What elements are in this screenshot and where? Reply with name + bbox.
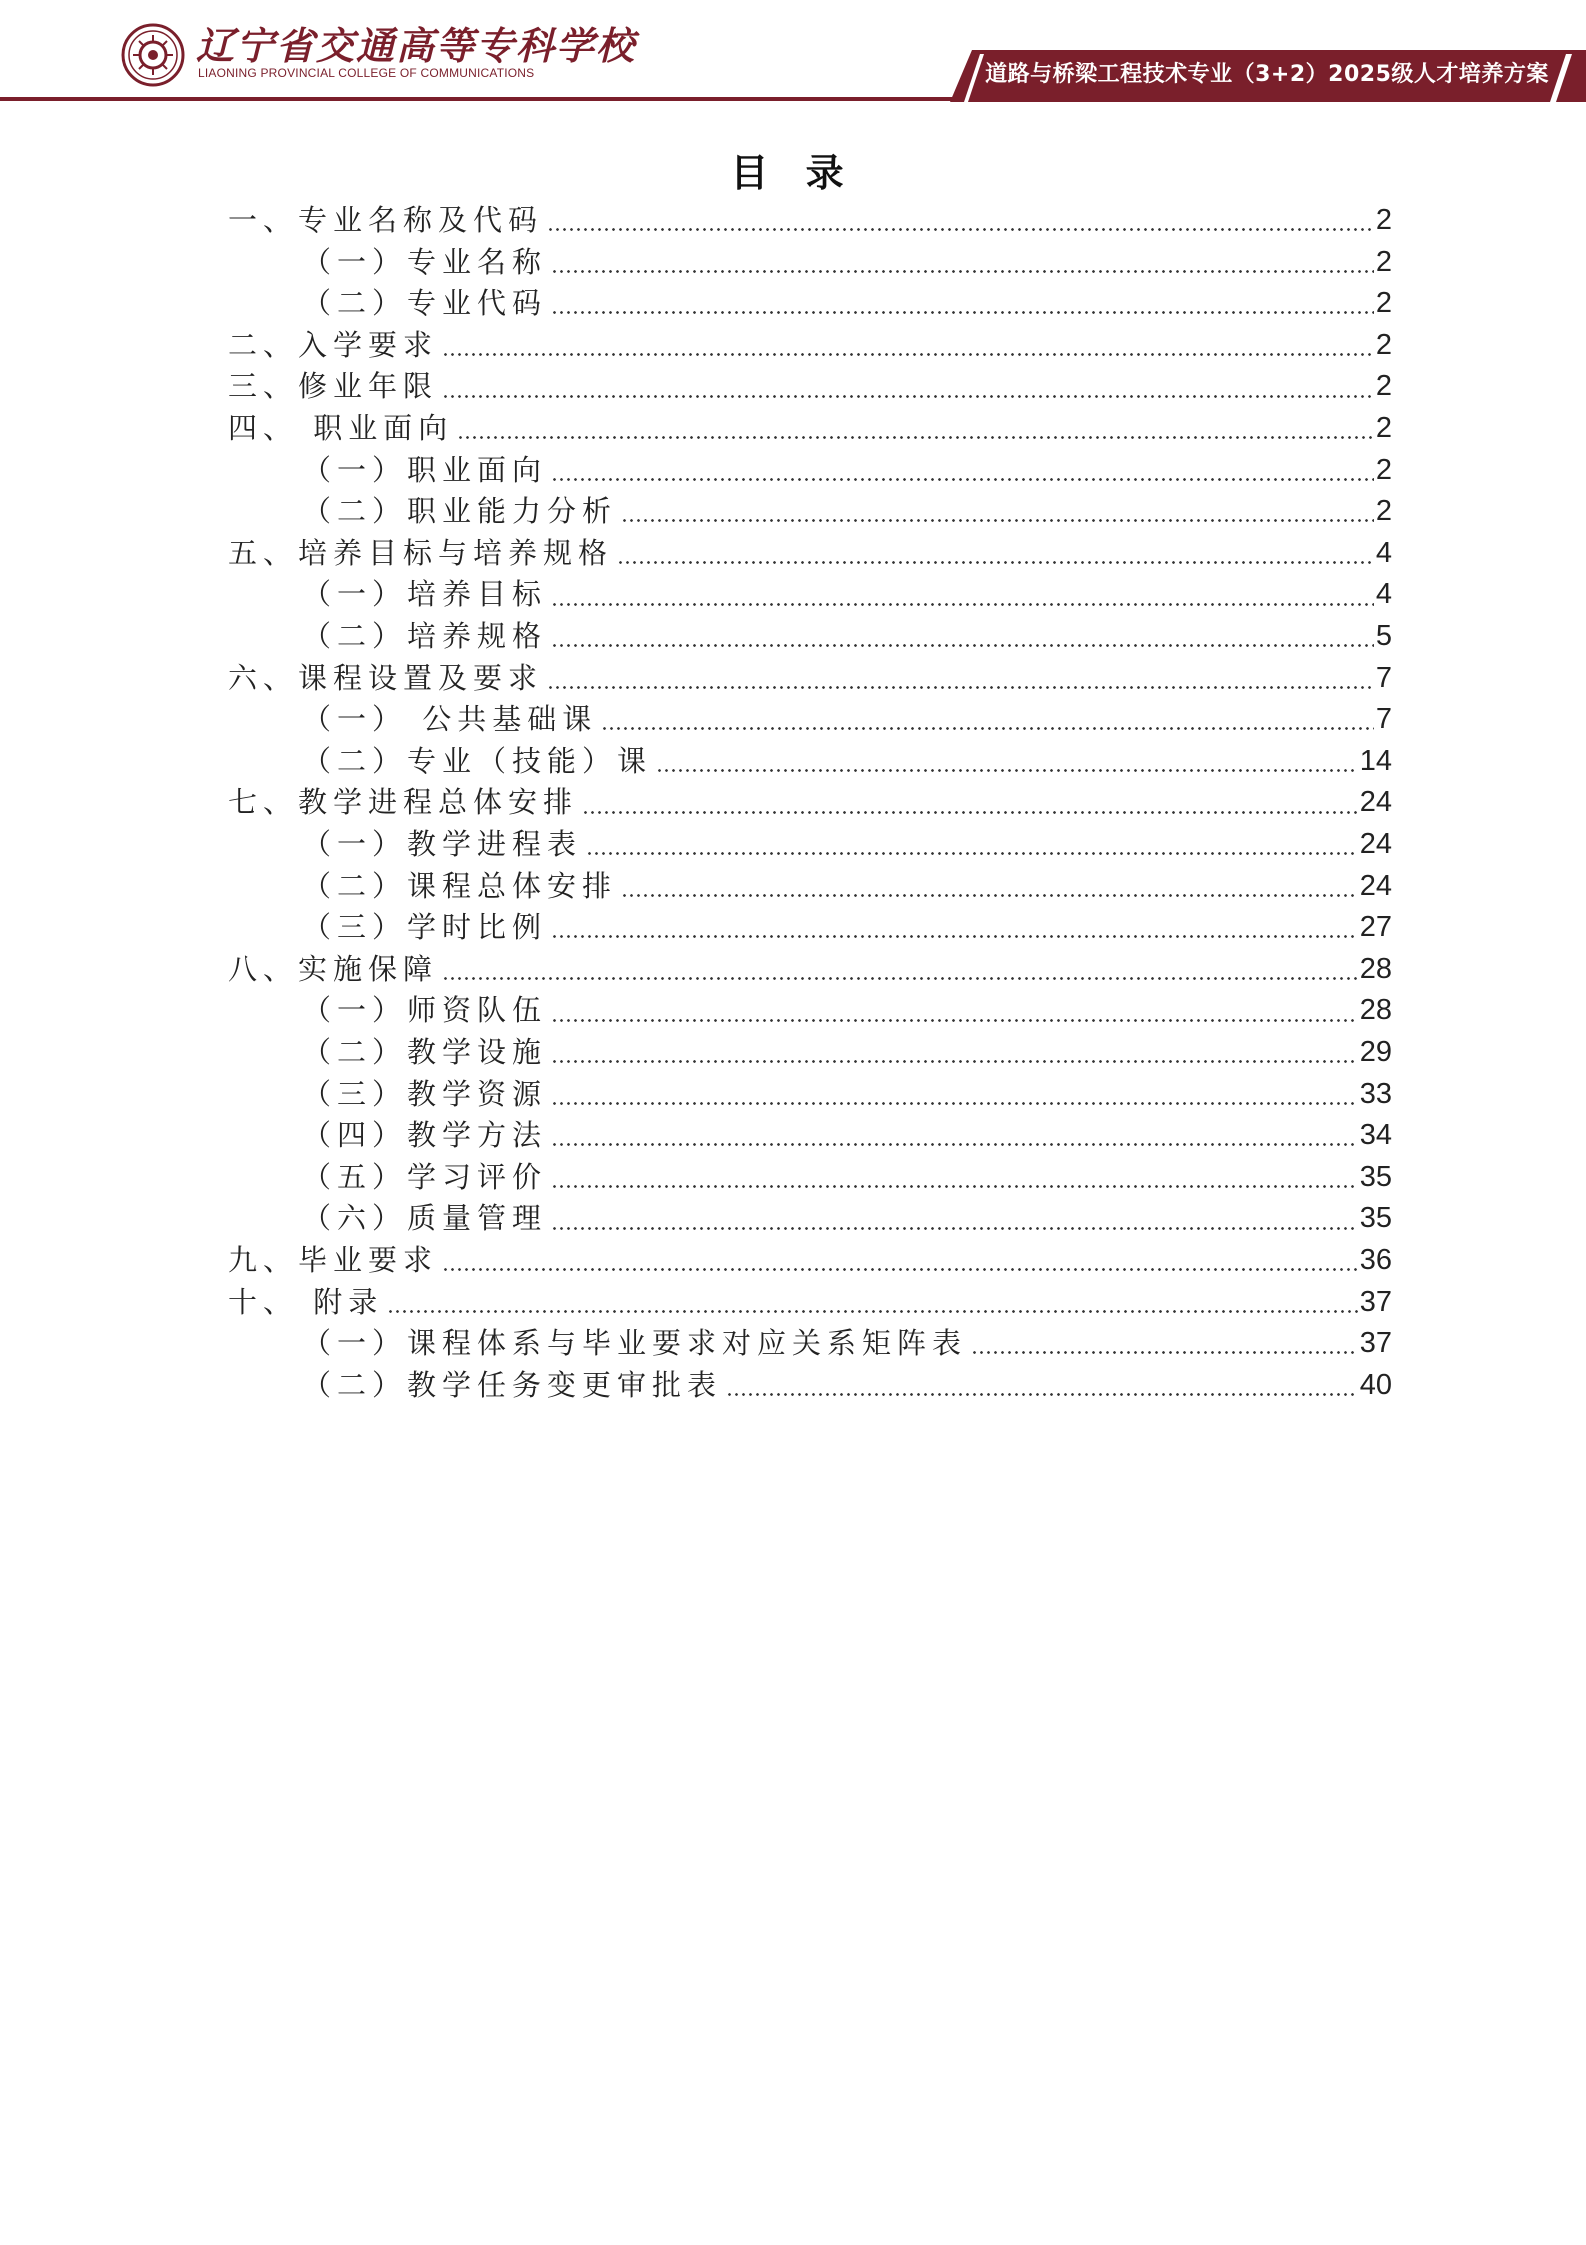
toc-entry-label: （四）教学方法 — [302, 1118, 548, 1153]
toc-entry[interactable] — [302, 1074, 1392, 1116]
toc-dot-leader — [551, 644, 1374, 647]
toc-entry[interactable] — [302, 1032, 1392, 1074]
toc-entry[interactable] — [228, 949, 1392, 991]
toc-dot-leader — [551, 311, 1374, 314]
toc-dot-leader — [551, 603, 1374, 606]
toc-dot-leader — [387, 1310, 1358, 1313]
toc-entry[interactable] — [302, 1198, 1392, 1240]
toc-entry-page-number: 35 — [1359, 1202, 1392, 1235]
toc-entry-label: （二）课程总体安排 — [302, 868, 618, 903]
toc-dot-leader — [586, 852, 1358, 855]
toc-dot-leader — [621, 519, 1374, 522]
toc-entry-page-number: 34 — [1359, 1119, 1392, 1152]
toc-dot-leader — [726, 1393, 1358, 1396]
toc-entry-page-number: 2 — [1375, 370, 1392, 403]
toc-entry-label: 六、课程设置及要求 — [228, 660, 544, 695]
toc-entry-label: （三）教学资源 — [302, 1076, 548, 1111]
toc-entry-label: （一）专业名称 — [302, 244, 548, 279]
toc-entry-page-number: 35 — [1359, 1160, 1392, 1193]
toc-entry-label: （二）职业能力分析 — [302, 494, 618, 529]
toc-entry-label: 三、修业年限 — [228, 369, 439, 404]
toc-entry-label: （二）专业（技能）课 — [302, 743, 653, 778]
toc-entry-label: （一） 公共基础课 — [302, 702, 598, 737]
toc-entry-page-number: 24 — [1359, 869, 1392, 902]
toc-entry[interactable] — [302, 491, 1392, 533]
toc-dot-leader — [442, 1268, 1358, 1271]
toc-entry-label: （一）培养目标 — [302, 577, 548, 612]
toc-dot-leader — [551, 1227, 1358, 1230]
toc-entry[interactable] — [302, 1115, 1392, 1157]
toc-entry[interactable] — [302, 824, 1392, 866]
toc-dot-leader — [551, 478, 1374, 481]
toc-entry-label: 二、入学要求 — [228, 327, 439, 362]
toc-entry-page-number: 28 — [1359, 952, 1392, 985]
toc-dot-leader — [547, 228, 1374, 231]
toc-entry[interactable] — [228, 408, 1392, 450]
toc-entry[interactable] — [228, 1282, 1392, 1324]
toc-dot-leader — [551, 935, 1358, 938]
toc-dot-leader — [617, 561, 1374, 564]
toc-entry[interactable] — [302, 242, 1392, 284]
toc-entry[interactable] — [302, 283, 1392, 325]
toc-entry[interactable] — [302, 616, 1392, 658]
toc-entry-page-number: 7 — [1375, 703, 1392, 736]
toc-entry-label: （三）学时比例 — [302, 910, 548, 945]
toc-entry-page-number: 2 — [1375, 245, 1392, 278]
toc-dot-leader — [551, 1185, 1358, 1188]
toc-entry[interactable] — [302, 450, 1392, 492]
toc-entry-page-number: 37 — [1359, 1285, 1392, 1318]
school-name-english: LIAONING PROVINCIAL COLLEGE OF COMMUNICATIONS — [198, 66, 535, 80]
toc-entry-page-number: 2 — [1375, 495, 1392, 528]
toc-entry-page-number: 7 — [1375, 661, 1392, 694]
toc-entry[interactable] — [228, 366, 1392, 408]
toc-entry-label: 四、 职业面向 — [228, 411, 454, 445]
toc-entry-label: （一）职业面向 — [302, 452, 548, 487]
toc-entry-page-number: 28 — [1359, 994, 1392, 1027]
toc-entry[interactable] — [302, 866, 1392, 908]
toc-entry[interactable] — [302, 699, 1392, 741]
toc-entry-page-number: 2 — [1375, 412, 1392, 444]
toc-entry-label: （二）培养规格 — [302, 619, 548, 653]
toc-dot-leader — [551, 270, 1374, 273]
toc-dot-leader — [551, 1102, 1358, 1105]
toc-entry[interactable] — [302, 1365, 1392, 1407]
toc-entry-label: （二）教学设施 — [302, 1035, 548, 1069]
toc-entry-label: 九、毕业要求 — [228, 1243, 439, 1277]
toc-entry[interactable] — [228, 200, 1392, 242]
toc-entry-page-number: 40 — [1359, 1368, 1392, 1401]
toc-entry-page-number: 2 — [1375, 453, 1392, 486]
toc-entry-label: （五）学习评价 — [302, 1159, 548, 1194]
toc-entry-label: 五、培养目标与培养规格 — [228, 535, 614, 570]
toc-entry[interactable] — [228, 325, 1392, 367]
toc-entry-page-number: 4 — [1375, 536, 1392, 569]
toc-entry-page-number: 4 — [1375, 578, 1392, 611]
toc-dot-leader — [582, 811, 1358, 814]
toc-entry-page-number: 2 — [1375, 328, 1392, 361]
toc-dot-leader — [551, 1019, 1358, 1022]
toc-entry[interactable] — [228, 533, 1392, 575]
toc-entry-label: （六）质量管理 — [302, 1201, 548, 1236]
toc-entry-label: 十、 附录 — [228, 1284, 384, 1319]
toc-dot-leader — [442, 395, 1374, 398]
toc-entry-label: （二）教学任务变更审批表 — [302, 1367, 723, 1402]
toc-entry-page-number: 5 — [1375, 620, 1392, 652]
toc-entry[interactable] — [302, 574, 1392, 616]
toc-entry[interactable] — [302, 1323, 1392, 1365]
toc-entry-label: 七、教学进程总体安排 — [228, 785, 579, 820]
toc-entry-page-number: 33 — [1359, 1077, 1392, 1110]
toc-entry[interactable] — [302, 1157, 1392, 1199]
toc-entry[interactable] — [302, 990, 1392, 1032]
toc-entry-label: （二）专业代码 — [302, 286, 548, 321]
toc-entry[interactable] — [302, 907, 1392, 949]
toc-dot-leader — [551, 1143, 1358, 1146]
toc-dot-leader — [601, 727, 1374, 730]
toc-dot-leader — [551, 1060, 1358, 1063]
toc-entry-label: （一）教学进程表 — [302, 827, 583, 861]
toc-entry-page-number: 14 — [1359, 744, 1392, 777]
toc-entry-page-number: 24 — [1359, 828, 1392, 860]
school-name-chinese: 辽宁省交通高等专科学校 — [196, 23, 637, 68]
toc-dot-leader — [457, 436, 1374, 439]
toc-entry-page-number: 37 — [1359, 1327, 1392, 1360]
toc-entry-label: （一）师资队伍 — [302, 993, 548, 1028]
toc-title: 目 录 — [730, 151, 856, 195]
toc-entry-label: 八、实施保障 — [228, 951, 439, 986]
toc-entry-label: 一、专业名称及代码 — [228, 203, 544, 237]
toc-dot-leader — [621, 894, 1358, 897]
school-seal-icon — [121, 23, 185, 87]
toc-dot-leader — [442, 977, 1358, 980]
toc-entry-page-number: 2 — [1375, 287, 1392, 320]
toc-entry-page-number: 2 — [1375, 204, 1392, 236]
toc-dot-leader — [442, 353, 1374, 356]
document-title: 道路与桥梁工程技术专业（3+2）2025级人才培养方案 — [985, 62, 1549, 87]
toc-dot-leader — [656, 769, 1358, 772]
toc-entry-page-number: 29 — [1359, 1036, 1392, 1068]
toc-entry-page-number: 24 — [1359, 786, 1392, 819]
toc-entry[interactable] — [228, 782, 1392, 824]
toc-entry[interactable] — [228, 658, 1392, 700]
toc-entry-page-number: 36 — [1359, 1244, 1392, 1276]
toc-dot-leader — [547, 686, 1374, 689]
toc-entry[interactable] — [302, 741, 1392, 783]
toc-entry-page-number: 27 — [1359, 911, 1392, 944]
toc-dot-leader — [971, 1351, 1358, 1354]
toc-entry-label: （一）课程体系与毕业要求对应关系矩阵表 — [302, 1326, 968, 1361]
toc-entry[interactable] — [228, 1240, 1392, 1282]
